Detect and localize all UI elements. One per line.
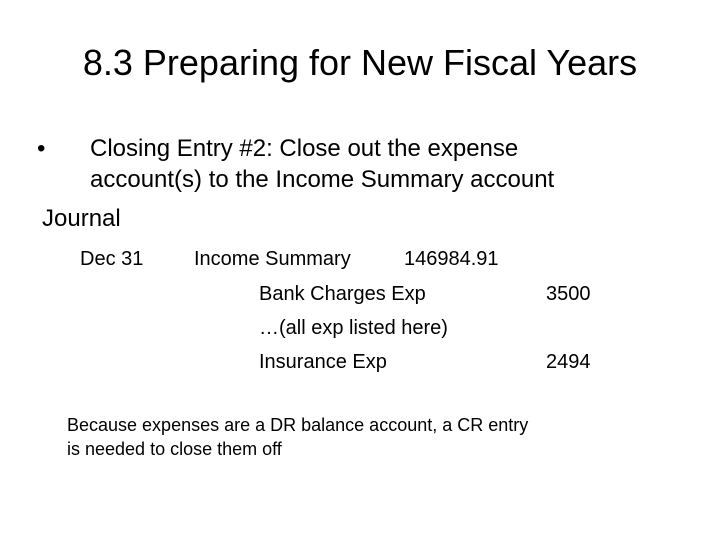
bullet-text [90,133,690,195]
journal-label: Journal [42,205,121,232]
note-line-1: Because expenses are a DR balance account, a CR entry [67,415,529,435]
credit-amount: 3500 [546,283,591,305]
bullet-line-1: Closing Entry #2: Close out the expense [90,135,519,162]
credit-account: Bank Charges Exp [259,283,426,305]
journal-date: Dec 31 [80,248,144,270]
credit-amount: 2494 [546,351,591,373]
bullet-marker: • [37,135,46,162]
debit-amount: 146984.91 [404,248,499,270]
credit-account: Insurance Exp [259,351,387,373]
credit-account: …(all exp listed here) [259,317,448,339]
slide-title: 8.3 Preparing for New Fiscal Years [82,42,638,83]
bullet-line-2: account(s) to the Income Summary account [90,166,555,193]
note-line-2: is needed to close them off [67,439,282,459]
debit-account: Income Summary [194,248,351,270]
explanation-note [67,413,667,461]
